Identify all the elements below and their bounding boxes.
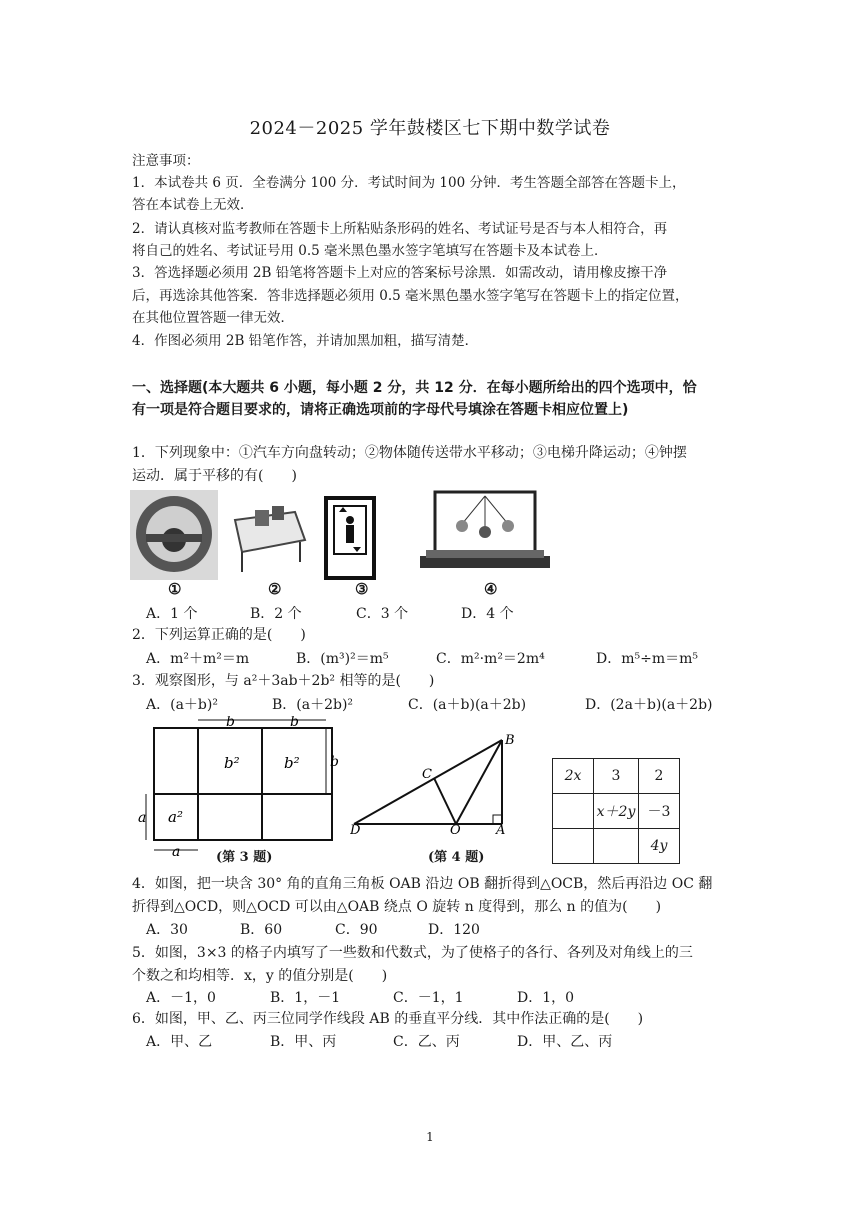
option-a: A．30: [146, 922, 188, 938]
option-d: D．4 个: [461, 606, 514, 622]
elevator-image: [326, 498, 374, 578]
magic-square-grid: [552, 758, 680, 864]
area-label: a²: [168, 808, 183, 826]
figure-caption: (第 4 题): [428, 850, 485, 865]
grid-cell: 4y: [639, 829, 680, 864]
notes-line: 3．答选择题必须用 2B 铅笔将答题卡上对应的答案标号涂黑．如需改动，请用橡皮擦干净: [132, 265, 668, 281]
option-a: A．m²＋m²＝m: [146, 651, 250, 667]
option-d: D．120: [428, 922, 480, 938]
point-label: C: [422, 767, 432, 782]
option-b: B．(a＋2b)²: [272, 697, 354, 713]
conveyor-belt-image: [235, 506, 305, 572]
option-b: B．甲、丙: [270, 1034, 337, 1050]
dimension-label: b: [226, 716, 235, 730]
pendulum-image: [420, 492, 550, 568]
dimension-label: b: [290, 716, 299, 730]
question-4-figure: [350, 730, 520, 835]
grid-cell: [553, 829, 594, 864]
notes-line: 2．请认真核对监考教师在答题卡上所粘贴条形码的姓名、考试证号是否与本人相符合，再: [132, 221, 668, 237]
notes-line: 在其他位置答题一律无效．: [132, 310, 294, 326]
point-label: D: [350, 823, 361, 835]
dimension-label: a: [172, 844, 181, 860]
question-6-stem: 6．如图，甲、乙、丙三位同学作线段 AB 的垂直平分线．其中作法正确的是( ): [132, 1011, 644, 1027]
steering-wheel-image: [130, 490, 218, 580]
option-a: A．1 个: [146, 606, 198, 622]
area-label: b²: [224, 754, 240, 772]
option-d: D．甲、乙、丙: [517, 1034, 613, 1050]
point-label: B: [505, 733, 515, 748]
option-b: B．1，－1: [270, 990, 341, 1006]
question-1-stem: 1．下列现象中：①汽车方向盘转动；②物体随传送带水平移动；③电梯升降运动；④钟摆: [132, 445, 687, 461]
grid-row: [553, 759, 680, 794]
option-c: C．－1，1: [393, 990, 464, 1006]
question-1-figure: [130, 490, 570, 600]
question-3-figure: [138, 716, 350, 866]
option-c: C．3 个: [356, 606, 409, 622]
grid-cell: [594, 829, 639, 864]
figure-label: ③: [355, 580, 369, 598]
figure-label: ①: [168, 580, 182, 598]
question-2-stem: 2．下列运算正确的是( ): [132, 627, 306, 643]
figure-caption: (第 3 题): [216, 850, 273, 865]
option-c: C．(a＋b)(a＋2b): [408, 697, 527, 713]
notes-line: 4．作图必须用 2B 铅笔作答，并请加黑加粗，描写清楚．: [132, 333, 479, 349]
area-label: b²: [284, 754, 300, 772]
question-5-stem-cont: 个数之和均相等．x，y 的值分别是( ): [132, 968, 388, 984]
page-number: 1: [426, 1130, 434, 1144]
point-label: A: [496, 823, 506, 835]
option-c: C．m²·m²＝2m⁴: [436, 651, 545, 667]
option-a: A．－1，0: [146, 990, 216, 1006]
option-d: D．m⁵÷m＝m⁵: [596, 651, 699, 667]
page-title: 2024－2025 学年鼓楼区七下期中数学试卷: [249, 118, 611, 139]
notes-line: 答在本试卷上无效．: [132, 197, 254, 213]
section-heading-cont: 有一项是符合题目要求的，请将正确选项前的字母代号填涂在答题卡相应位置上): [132, 402, 629, 418]
question-3-stem: 3．观察图形，与 a²＋3ab＋2b² 相等的是( ): [132, 673, 435, 689]
grid-cell: 3: [594, 759, 639, 794]
notes-heading: 注意事项：: [132, 153, 200, 169]
grid-row: [553, 829, 680, 864]
notes-line: 1．本试卷共 6 页．全卷满分 100 分．考试时间为 100 分钟．考生答题全部答在答题卡上，: [132, 175, 686, 191]
option-c: C．90: [335, 922, 378, 938]
question-5-stem: 5．如图，3×3 的格子内填写了一些数和代数式，为了使格子的各行、各列及对角线上的三: [132, 945, 693, 961]
point-label: O: [450, 823, 461, 835]
grid-cell: 2x: [553, 759, 594, 794]
figure-label: ②: [268, 580, 282, 598]
question-1-stem-cont: 运动．属于平移的有( ): [132, 468, 297, 484]
grid-cell: 2: [639, 759, 680, 794]
option-b: B．60: [240, 922, 283, 938]
dimension-label: a: [138, 810, 147, 826]
option-a: A．(a＋b)²: [146, 697, 218, 713]
dimension-label: b: [330, 754, 339, 770]
grid-row: [553, 794, 680, 829]
grid-cell: －3: [639, 794, 680, 829]
question-4-stem: 4．如图，把一块含 30° 角的直角三角板 OAB 沿边 OB 翻折得到△OCB，然后再沿边 OC 翻: [132, 876, 713, 892]
option-a: A．甲、乙: [146, 1034, 213, 1050]
question-4-stem-cont: 折得到△OCD，则△OCD 可以由△OAB 绕点 O 旋转 n 度得到，那么 n 的值为( ): [132, 899, 662, 915]
notes-line: 后，再选涂其他答案．答非选择题必须用 0.5 毫米黑色墨水签字笔写在答题卡上的指定位置，: [132, 288, 689, 304]
notes-line: 将自己的姓名、考试证号用 0.5 毫米黑色墨水签字笔填写在答题卡及本试卷上．: [132, 243, 608, 259]
option-c: C．乙、丙: [393, 1034, 460, 1050]
figure-label: ④: [484, 580, 498, 598]
option-d: D．(2a＋b)(a＋2b): [585, 697, 713, 713]
option-d: D．1，0: [517, 990, 575, 1006]
grid-cell: [553, 794, 594, 829]
grid-cell: x＋2y: [594, 794, 639, 829]
option-b: B．2 个: [250, 606, 302, 622]
option-b: B．(m³)²＝m⁵: [296, 651, 389, 667]
section-heading: 一、选择题(本大题共 6 小题，每小题 2 分，共 12 分．在每小题所给出的四个选项中，恰: [132, 380, 697, 396]
